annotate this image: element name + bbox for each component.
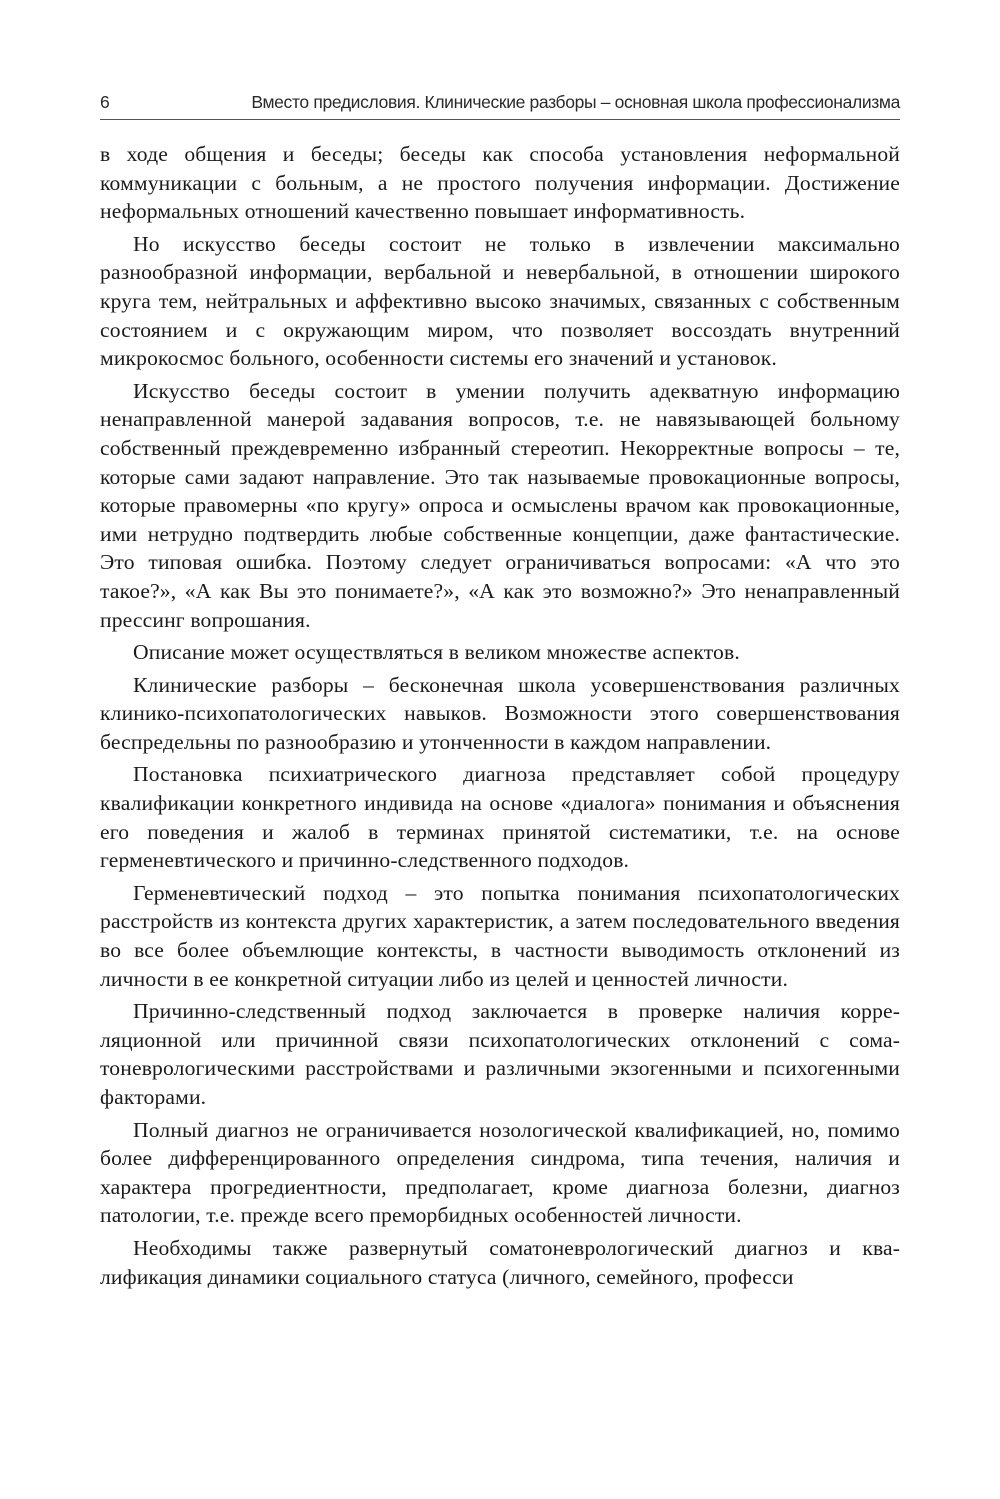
paragraph-4: Описание может осуществляться в великом множестве аспектов. [133, 640, 740, 665]
paragraph-9: Полный диагноз не ограничивается нозологической квалификацией, но, помимо более дифференцированного определения синдрома, типа течения, наличия и характера прогредиентности, предполагает, кроме диагноза болезни, диагноз патологии, т.е. прежде всего преморбидных особенностей личности. [100, 1117, 900, 1228]
paragraph-3: Искусство беседы состоит в умении получить адекватную информацию ненаправленной манерой задавания вопросов, т.е. не навязывающей больному собственный преждевременно избранный стереотип. Некорректные вопросы – те, которые сами задают направление. Это так называемые провокационные вопросы, которые правомерны «по кругу» опроса и осмыслены врачом как провокационные, ими нетрудно подтвердить любые собственные концепции, даже фантастические. Это типовая ошибка. Поэтому следует ограничиваться вопросами: «А что это такое?», «А как Вы это понимаете?», «А как это возможно?» Это ненаправленный прессинг вопрошания. [100, 378, 900, 632]
paragraph-10: Необходимы также развернутый соматоневрологический диагноз и квалификация динамики социального статуса (личного, семейного, професси [100, 1235, 900, 1289]
body-text [100, 140, 900, 1291]
running-header-title: Вместо предисловия. Клинические разборы – основная школа профессионализма [251, 92, 900, 112]
paragraph-2: Но искусство беседы состоит не только в извлечении максимально разнообразной информации, вербальной и невербальной, в отношении широкого круга тем, нейтральных и аффективно высоко значимых, связанных с собственным состоянием и с окружающим миром, что позволяет воссоздать внутренний микрокосмос больного, особенности системы его значений и установок. [100, 231, 900, 371]
paragraph-6: Постановка психиатрического диагноза представляет собой процедуру квалификации конкретного индивида на основе «диалога» понимания и объяснения его поведения и жалоб в терминах принятой систематики, т.е. на основе герменевтического и причинно-следственного подходов. [100, 762, 900, 873]
paragraph-7: Герменевтический подход – это попытка понимания психопатологических расстройств из контекста других характеристик, а затем последовательного введения во все более объемлющие контексты, в частности выводимость отклонений из личности в ее конкретной ситуации либо из целей и ценностей личности. [100, 880, 900, 991]
running-header [100, 92, 900, 120]
paragraph-1: в ходе общения и беседы; беседы как способа установления неформальной коммуникации с больным, а не простого получения информации. Достижение неформальных отношений качественно повышает информативность. [100, 142, 900, 224]
paragraph-8: Причинно-следственный подход заключается в проверке наличия корреляционной или причинной связи психопатологических отклонений с соматоневрологическими расстройствами и различными экзогенными и психогенными факторами. [100, 999, 900, 1109]
page-number: 6 [100, 92, 110, 112]
book-page [100, 92, 900, 1295]
paragraph-5: Клинические разборы – бесконечная школа усовершенствования различных клинико-психопатологических навыков. Возможности этого совершенствования беспредельны по разнообразию и утонченности в каждом направлении. [100, 672, 900, 754]
